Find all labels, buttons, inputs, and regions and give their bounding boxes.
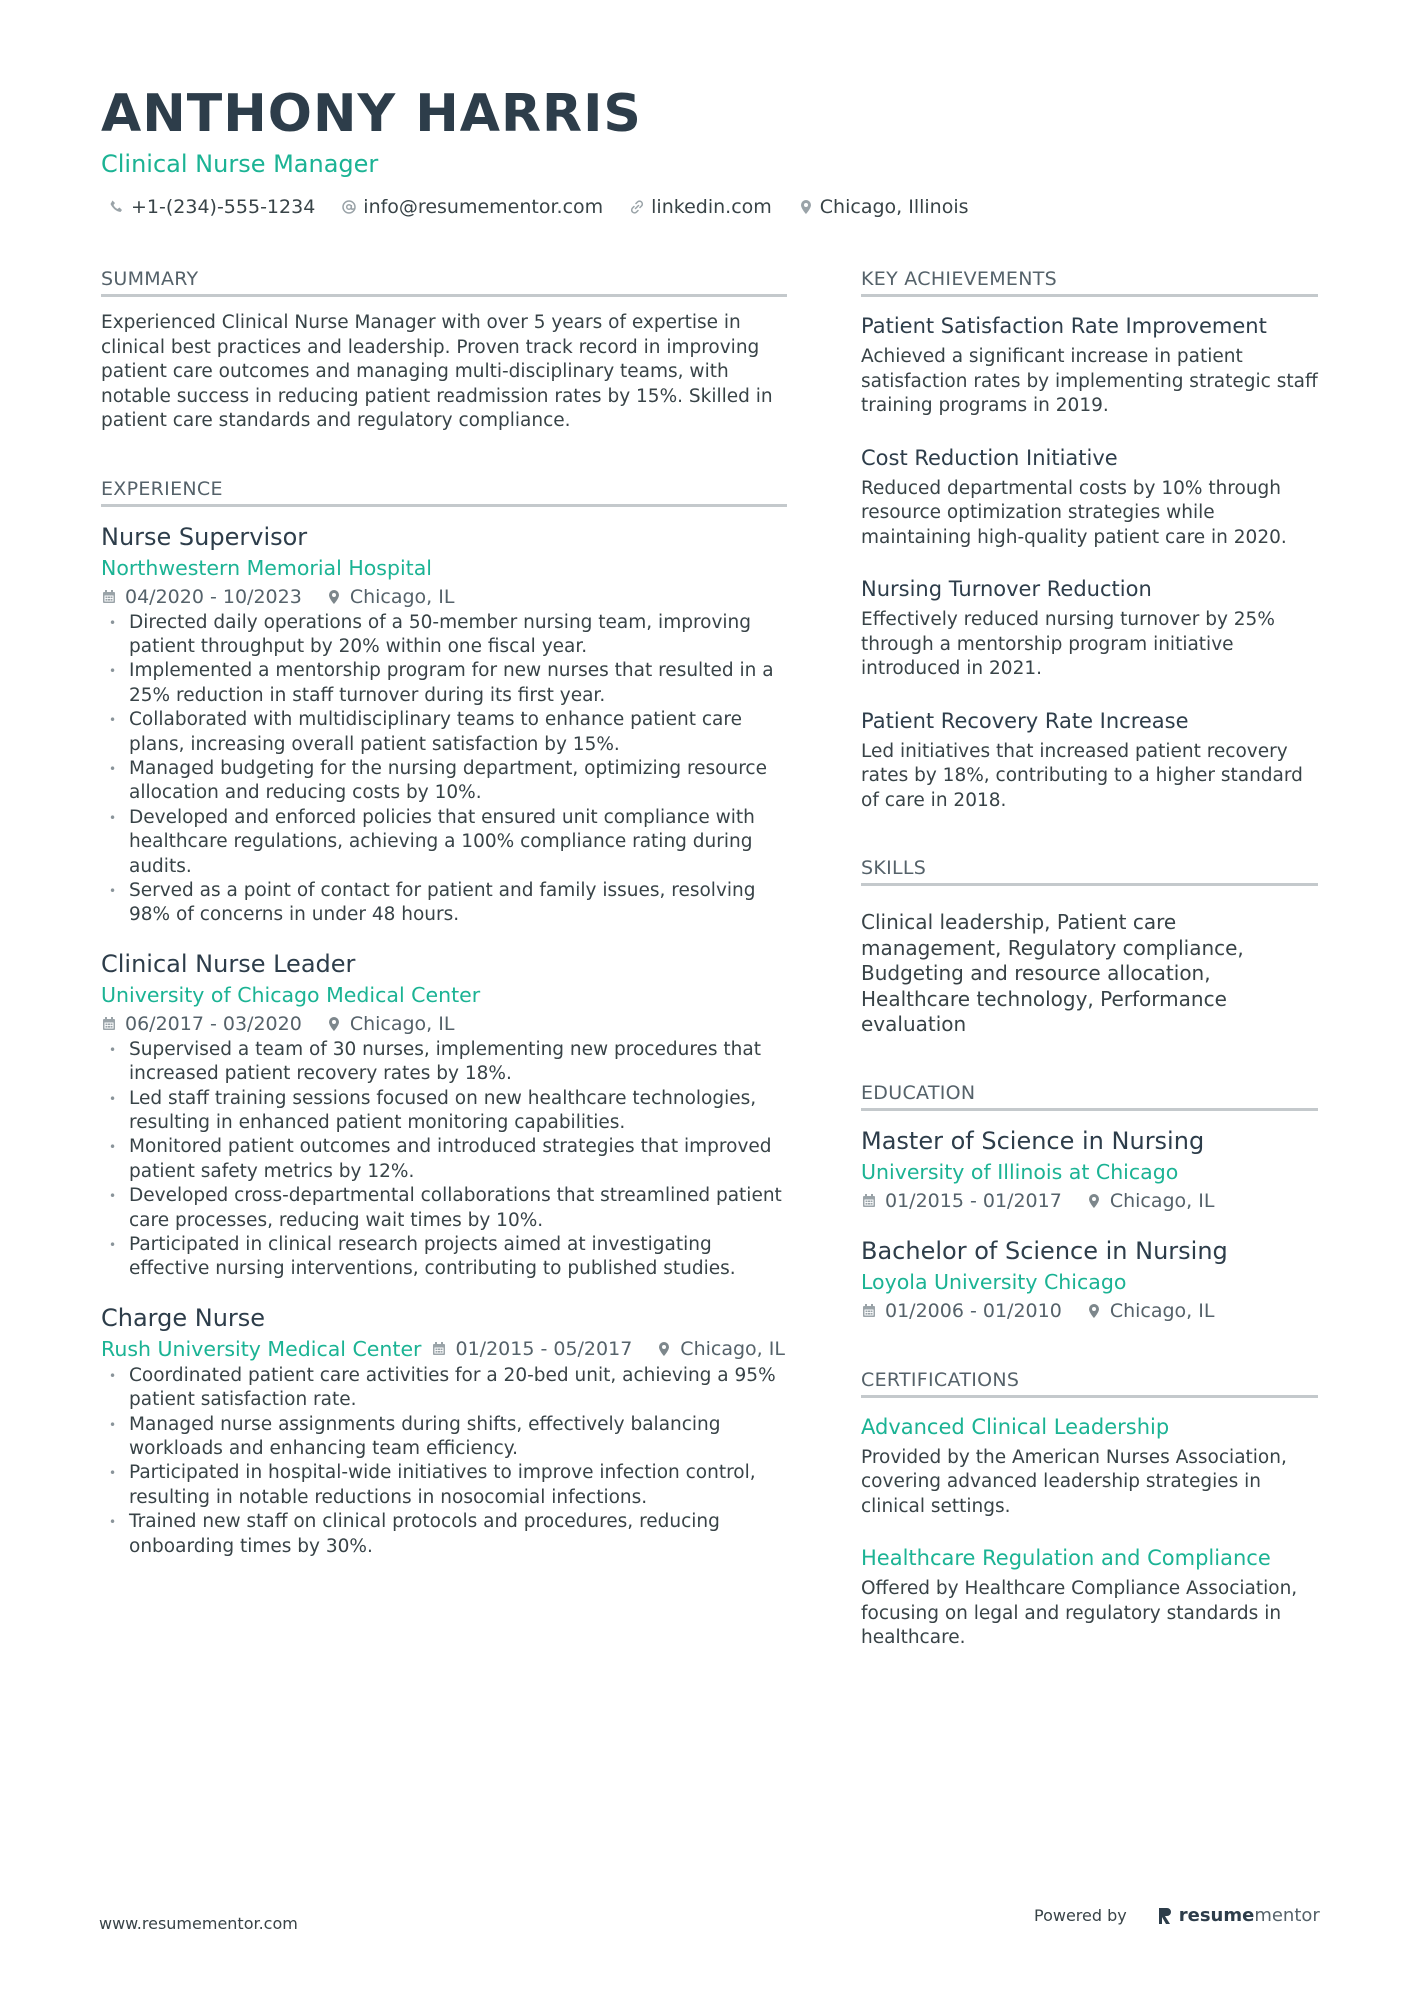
achievement-title: Patient Satisfaction Rate Improvement bbox=[861, 314, 1267, 338]
right-column bbox=[861, 266, 1318, 1693]
job-bullet: • Served as a point of contact for patient and family issues, resolving 98% of concerns in under 48 hours. bbox=[101, 879, 787, 928]
certification-title: Healthcare Regulation and Compliance bbox=[861, 1546, 1271, 1570]
skills-text: Clinical leadership, Patient care management, Regulatory compliance, Budgeting and resource allocation, Healthcare technology, Performance evaluation bbox=[861, 910, 1244, 1036]
education-school: University of Illinois at Chicago bbox=[861, 1159, 1179, 1184]
education-item bbox=[861, 1235, 1318, 1325]
achievement-title: Nursing Turnover Reduction bbox=[861, 577, 1152, 601]
contact-email[interactable] bbox=[341, 194, 603, 220]
achievement-item bbox=[861, 574, 1318, 682]
footer-website[interactable]: www.resumementor.com bbox=[99, 1914, 298, 1933]
summary-section bbox=[101, 266, 787, 434]
summary-text: Experienced Clinical Nurse Manager with over 5 years of expertise in clinical best practices and leadership. Proven track record in improving patient care outcomes and managing multi-disciplinary teams, with notable success in reducing patient readmission rates by 15%. Skilled in patient care standards and regulatory compliance. bbox=[101, 312, 773, 431]
job-meta bbox=[431, 1335, 784, 1363]
certifications-heading: CERTIFICATIONS bbox=[861, 1367, 1318, 1398]
certification-text: Provided by the American Nurses Association, covering advanced leadership strategies in clinical settings. bbox=[861, 1446, 1287, 1517]
education-dates bbox=[861, 1297, 1062, 1325]
job-bullet: • Managed budgeting for the nursing department, optimizing resource allocation and reducing costs by 10%. bbox=[101, 757, 787, 806]
job-location-text: Chicago, IL bbox=[680, 1337, 785, 1360]
contact-phone-text: +1-(234)-555-1234 bbox=[131, 196, 316, 218]
job-bullet: • Participated in clinical research projects aimed at investigating effective nursing interventions, contributing to published studies. bbox=[101, 1233, 787, 1282]
job-bullets bbox=[101, 611, 787, 928]
brand-name-light: mentor bbox=[1254, 1905, 1320, 1926]
education-location-text: Chicago, IL bbox=[1109, 1189, 1215, 1212]
achievement-text: Effectively reduced nursing turnover by 25% through a mentorship program initiative introduced in 2021. bbox=[861, 609, 1275, 679]
location-icon bbox=[798, 199, 814, 215]
job-bullets bbox=[101, 1364, 787, 1559]
calendar-icon bbox=[861, 1303, 877, 1319]
job-org-row bbox=[101, 1334, 787, 1364]
certification-item bbox=[861, 1412, 1318, 1520]
contact-bar bbox=[101, 194, 1321, 220]
job-location bbox=[326, 1010, 455, 1038]
job-title: Charge Nurse bbox=[101, 1303, 266, 1332]
job-organization: Northwestern Memorial Hospital bbox=[101, 555, 432, 580]
job-title: Clinical Nurse Leader bbox=[101, 949, 356, 978]
job-entry bbox=[101, 1302, 787, 1559]
job-location bbox=[656, 1335, 785, 1363]
job-dates-text: 01/2015 - 05/2017 bbox=[455, 1337, 633, 1360]
left-column bbox=[101, 266, 787, 1601]
certification-item bbox=[861, 1543, 1318, 1651]
job-meta bbox=[101, 1010, 787, 1038]
education-section bbox=[861, 1080, 1318, 1325]
job-entry bbox=[101, 948, 787, 1282]
education-heading: EDUCATION bbox=[861, 1080, 1318, 1111]
location-icon bbox=[326, 589, 342, 605]
email-icon bbox=[341, 199, 357, 215]
achievement-item bbox=[861, 311, 1318, 419]
achievement-title: Cost Reduction Initiative bbox=[861, 445, 1118, 470]
job-dates-text: 06/2017 - 03/2020 bbox=[125, 1012, 302, 1035]
education-location bbox=[1086, 1297, 1215, 1325]
achievement-text: Achieved a significant increase in patient satisfaction rates by implementing strategic staff training programs in 2019. bbox=[861, 346, 1318, 416]
job-organization: University of Chicago Medical Center bbox=[101, 982, 481, 1007]
education-dates-text: 01/2015 - 01/2017 bbox=[885, 1189, 1062, 1212]
phone-icon bbox=[109, 199, 125, 215]
achievements-section bbox=[861, 266, 1318, 813]
certification-title: Advanced Clinical Leadership bbox=[861, 1414, 1170, 1439]
job-bullet: • Supervised a team of 30 nurses, implementing new procedures that increased patient recovery rates by 18%. bbox=[101, 1038, 787, 1087]
job-bullet: • Participated in hospital-wide initiatives to improve infection control, resulting in notable reductions in nosocomial infections. bbox=[101, 1461, 787, 1510]
achievement-title: Patient Recovery Rate Increase bbox=[861, 708, 1189, 733]
link-icon bbox=[629, 199, 645, 215]
brand-name-bold: resume bbox=[1178, 1905, 1255, 1926]
candidate-name: ANTHONY HARRIS bbox=[101, 84, 642, 144]
education-location-text: Chicago, IL bbox=[1109, 1299, 1215, 1322]
achievements-heading: KEY ACHIEVEMENTS bbox=[861, 266, 1318, 297]
education-degree: Bachelor of Science in Nursing bbox=[861, 1236, 1228, 1265]
location-icon bbox=[326, 1016, 342, 1032]
brand-mark-icon bbox=[1159, 1906, 1173, 1926]
certifications-section bbox=[861, 1367, 1318, 1651]
education-dates-text: 01/2006 - 01/2010 bbox=[885, 1299, 1062, 1322]
contact-linkedin-text: linkedin.com bbox=[651, 196, 772, 218]
location-icon bbox=[1086, 1303, 1102, 1319]
skills-section bbox=[861, 855, 1318, 1038]
education-degree: Master of Science in Nursing bbox=[861, 1126, 1205, 1155]
job-dates bbox=[101, 583, 302, 611]
job-dates-text: 04/2020 - 10/2023 bbox=[125, 585, 302, 608]
job-organization: Rush University Medical Center bbox=[101, 1336, 422, 1361]
calendar-icon bbox=[101, 1016, 117, 1032]
education-school: Loyola University Chicago bbox=[861, 1269, 1127, 1294]
calendar-icon bbox=[101, 589, 117, 605]
brand-logo[interactable] bbox=[1159, 1905, 1320, 1926]
contact-location-text: Chicago, Illinois bbox=[819, 196, 969, 218]
job-bullet: • Implemented a mentorship program for new nurses that resulted in a 25% reduction in staff turnover during its first year. bbox=[101, 659, 787, 708]
contact-linkedin[interactable] bbox=[629, 194, 772, 220]
resume-header bbox=[101, 82, 1321, 220]
education-dates bbox=[861, 1187, 1062, 1215]
job-location-text: Chicago, IL bbox=[349, 1012, 455, 1035]
experience-heading: EXPERIENCE bbox=[101, 476, 787, 507]
job-bullet: • Developed and enforced policies that ensured unit compliance with healthcare regulations, achieving a 100% compliance rating during audits. bbox=[101, 806, 787, 879]
experience-section bbox=[101, 476, 787, 1560]
job-entry bbox=[101, 521, 787, 928]
contact-email-text: info@resumementor.com bbox=[363, 196, 604, 218]
job-dates bbox=[431, 1335, 632, 1363]
job-bullet: • Trained new staff on clinical protocols and procedures, reducing onboarding times by 30%. bbox=[101, 1510, 787, 1559]
job-bullet: • Managed nurse assignments during shifts, effectively balancing workloads and enhancing team efficiency. bbox=[101, 1413, 787, 1462]
location-icon bbox=[656, 1341, 672, 1357]
achievement-item bbox=[861, 706, 1318, 814]
summary-heading: SUMMARY bbox=[101, 266, 787, 297]
education-meta bbox=[861, 1187, 1318, 1215]
job-dates bbox=[101, 1010, 302, 1038]
candidate-title: Clinical Nurse Manager bbox=[101, 150, 379, 178]
footer-branding bbox=[1034, 1905, 1320, 1926]
contact-phone[interactable] bbox=[109, 194, 315, 220]
job-bullet: • Led staff training sessions focused on new healthcare technologies, resulting in enhanced patient monitoring capabilities. bbox=[101, 1087, 787, 1136]
job-bullet: • Coordinated patient care activities for a 20-bed unit, achieving a 95% patient satisfaction rate. bbox=[101, 1364, 787, 1413]
job-bullet: • Monitored patient outcomes and introduced strategies that improved patient safety metrics by 12%. bbox=[101, 1135, 787, 1184]
education-location bbox=[1086, 1187, 1215, 1215]
certification-text: Offered by Healthcare Compliance Association, focusing on legal and regulatory standards in healthcare. bbox=[861, 1578, 1298, 1648]
job-meta bbox=[101, 583, 787, 611]
job-location bbox=[326, 583, 455, 611]
education-meta bbox=[861, 1297, 1318, 1325]
achievement-text: Reduced departmental costs by 10% through resource optimization strategies while maintaining high-quality patient care in 2020. bbox=[861, 477, 1287, 548]
contact-location bbox=[798, 194, 969, 220]
education-item bbox=[861, 1125, 1318, 1215]
job-bullet: • Directed daily operations of a 50-member nursing team, improving patient throughput by 20% within one fiscal year. bbox=[101, 611, 787, 660]
powered-by-label: Powered by bbox=[1034, 1906, 1127, 1925]
achievement-item bbox=[861, 443, 1318, 551]
location-icon bbox=[1086, 1193, 1102, 1209]
job-title: Nurse Supervisor bbox=[101, 522, 308, 551]
job-bullet: • Developed cross-departmental collaborations that streamlined patient care processes, reducing wait times by 10%. bbox=[101, 1184, 787, 1233]
job-location-text: Chicago, IL bbox=[349, 585, 455, 608]
achievement-text: Led initiatives that increased patient recovery rates by 18%, contributing to a higher standard of care in 2018. bbox=[861, 740, 1303, 811]
calendar-icon bbox=[431, 1341, 447, 1357]
calendar-icon bbox=[861, 1193, 877, 1209]
job-bullets bbox=[101, 1038, 787, 1282]
skills-heading: SKILLS bbox=[861, 855, 1318, 886]
job-bullet: • Collaborated with multidisciplinary teams to enhance patient care plans, increasing overall patient satisfaction by 15%. bbox=[101, 708, 787, 757]
